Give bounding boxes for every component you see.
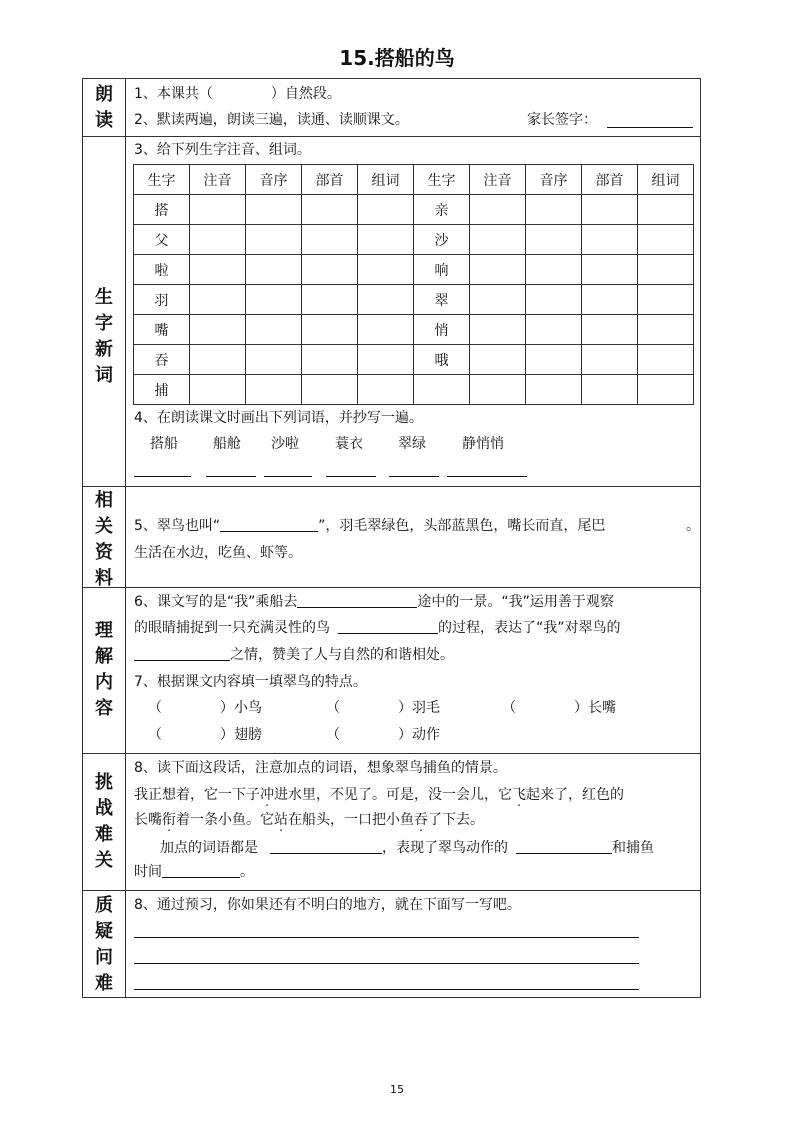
fill-blank-3[interactable]	[162, 863, 240, 878]
q7-item-text: ）翅膀	[220, 727, 262, 743]
table-header-row	[134, 165, 694, 195]
fill-text: 时间	[134, 864, 162, 880]
blank-cell[interactable]	[526, 375, 582, 405]
q4-copy-line[interactable]	[389, 476, 439, 477]
q3-text: 3、给下列生字注音、组词。	[134, 142, 311, 158]
q4-word: 搭船	[150, 436, 178, 452]
divider-5	[82, 890, 701, 891]
parent-sign-line[interactable]	[607, 127, 693, 128]
char-cell	[414, 375, 470, 405]
blank-cell[interactable]	[358, 255, 414, 285]
char-cell: 捕	[134, 375, 190, 405]
blank-cell[interactable]	[582, 345, 638, 375]
section-label-question	[86, 893, 122, 997]
q4-copy-line[interactable]	[206, 476, 256, 477]
q7-item	[326, 725, 440, 745]
blank-cell[interactable]	[190, 255, 246, 285]
char-cell: 搭	[134, 195, 190, 225]
blank-cell[interactable]	[246, 345, 302, 375]
passage-text: 我正想着，它一下子	[134, 787, 260, 803]
dotted-word: 衔	[162, 812, 176, 828]
blank-cell[interactable]	[302, 315, 358, 345]
char-cell: 嘴	[134, 315, 190, 345]
blank-cell[interactable]	[302, 195, 358, 225]
fill-text: 加点的词语都是	[160, 840, 258, 856]
q7-item	[148, 725, 262, 745]
q4-copy-line[interactable]	[447, 476, 527, 477]
char-cell: 啦	[134, 255, 190, 285]
writing-line[interactable]	[134, 937, 639, 938]
char-cell: 亲	[414, 195, 470, 225]
header-cell: 注音	[470, 165, 526, 195]
blank-cell[interactable]	[358, 315, 414, 345]
parent-sign-label: 家长签字：	[527, 112, 597, 128]
blank-cell[interactable]	[246, 285, 302, 315]
header-cell: 组词	[638, 165, 694, 195]
page-number: 15	[390, 1083, 404, 1096]
blank-cell[interactable]	[358, 225, 414, 255]
q6-blank-3[interactable]	[134, 646, 230, 661]
blank-cell[interactable]	[190, 375, 246, 405]
label-char: 挑战难关	[95, 772, 113, 871]
header-cell: 音序	[526, 165, 582, 195]
blank-cell[interactable]	[526, 225, 582, 255]
blank-cell[interactable]	[526, 255, 582, 285]
q6-part-d: 的过程，表达了“我”对翠鸟的	[438, 620, 621, 636]
q7-item-text: ）动作	[398, 727, 440, 743]
dotted-word: 吞	[414, 812, 428, 828]
divider-4	[82, 753, 701, 754]
section-label-challenge	[86, 770, 122, 874]
header-cell: 音序	[246, 165, 302, 195]
q5-part-a: 5、翠鸟也叫“	[134, 518, 221, 534]
header-cell: 注音	[190, 165, 246, 195]
q8-question-text: 8、通过预习，你如果还有不明白的地方，就在下面写一写吧。	[134, 897, 521, 913]
q7-item	[326, 698, 440, 718]
table-row	[134, 315, 694, 345]
writing-line[interactable]	[134, 989, 639, 990]
blank-cell[interactable]	[190, 315, 246, 345]
q4-word: 船舱	[213, 436, 241, 452]
blank-cell[interactable]	[470, 345, 526, 375]
char-cell: 吞	[134, 345, 190, 375]
header-cell: 生字	[134, 165, 190, 195]
passage-text: 着一条小鱼。它	[176, 812, 274, 828]
header-cell: 部首	[302, 165, 358, 195]
table-row	[134, 195, 694, 225]
q4-word: 沙啦	[271, 436, 299, 452]
divider-1	[82, 136, 701, 137]
q6-line2	[134, 618, 621, 638]
q4-word: 蓑衣	[335, 436, 363, 452]
q1-text	[134, 84, 341, 104]
char-cell: 羽	[134, 285, 190, 315]
blank-cell[interactable]	[358, 345, 414, 375]
blank-cell[interactable]	[302, 285, 358, 315]
q1-prefix: 1、本课共（	[134, 86, 213, 102]
blank-cell[interactable]	[246, 225, 302, 255]
char-cell: 父	[134, 225, 190, 255]
open-paren: （	[326, 700, 340, 716]
blank-cell[interactable]	[470, 195, 526, 225]
q4-copy-line[interactable]	[134, 476, 191, 477]
section-label-read	[86, 82, 122, 134]
blank-cell[interactable]	[470, 375, 526, 405]
label-char: 质疑问难	[95, 895, 113, 994]
passage-line-2	[134, 810, 484, 830]
blank-cell[interactable]	[526, 285, 582, 315]
blank-cell[interactable]	[358, 375, 414, 405]
blank-cell[interactable]	[526, 345, 582, 375]
passage-text: 长嘴	[134, 812, 162, 828]
q5-line2: 生活在水边，吃鱼、虾等。	[134, 545, 302, 561]
blank-cell[interactable]	[246, 195, 302, 225]
q6-blank-1[interactable]	[297, 593, 417, 608]
blank-cell[interactable]	[638, 315, 694, 345]
q6-blank-2[interactable]	[338, 619, 438, 634]
q6-part-c: 的眼睛捕捉到一只充满灵性的鸟	[134, 620, 330, 636]
open-paren: （	[148, 700, 162, 716]
blank-cell[interactable]	[582, 375, 638, 405]
open-paren: （	[148, 727, 162, 743]
q5-part-b: ”，羽毛翠绿色，头部蓝黑色，嘴长而直，尾巴	[318, 518, 606, 534]
fill-line-1	[160, 838, 654, 858]
char-cell: 悄	[414, 315, 470, 345]
blank-cell[interactable]	[638, 255, 694, 285]
fill-line-2	[134, 862, 254, 882]
label-char: 朗读	[95, 84, 113, 131]
blank-cell[interactable]	[190, 285, 246, 315]
blank-cell[interactable]	[246, 375, 302, 405]
open-paren: （	[326, 727, 340, 743]
label-char: 理解内容	[95, 620, 113, 719]
dotted-word: 飞	[512, 787, 526, 803]
blank-cell[interactable]	[582, 315, 638, 345]
blank-cell[interactable]	[470, 285, 526, 315]
q4-word: 静悄悄	[462, 436, 504, 452]
divider-3	[82, 587, 701, 588]
header-cell: 生字	[414, 165, 470, 195]
q4-text: 4、在朗读课文时画出下列词语，并抄写一遍。	[134, 410, 423, 426]
header-cell: 部首	[582, 165, 638, 195]
page-title: 15.搭船的鸟	[339, 46, 455, 70]
table-row	[134, 375, 694, 405]
fill-blank-1[interactable]	[270, 839, 382, 854]
char-table	[133, 164, 694, 405]
fill-text: 。	[240, 864, 254, 880]
label-char: 相关资料	[95, 490, 113, 589]
section-label-chars	[86, 285, 122, 389]
q6-part-e: 之情，赞美了人与自然的和谐相处。	[230, 647, 454, 663]
table-row	[134, 345, 694, 375]
q5-blank[interactable]	[220, 517, 318, 532]
blank-cell[interactable]	[358, 285, 414, 315]
header-cell: 组词	[358, 165, 414, 195]
passage-text: 起来了，红色的	[526, 787, 624, 803]
passage-text: 进水里，不见了。可是，没一会儿，它	[274, 787, 512, 803]
divider-2	[82, 486, 701, 487]
q7-item	[148, 698, 262, 718]
dotted-word: 冲	[260, 787, 274, 803]
q6-line3	[134, 645, 454, 665]
blank-cell[interactable]	[638, 195, 694, 225]
blank-cell[interactable]	[638, 225, 694, 255]
char-cell: 沙	[414, 225, 470, 255]
char-cell: 响	[414, 255, 470, 285]
q7-item-text: ）长嘴	[574, 700, 616, 716]
blank-cell[interactable]	[302, 345, 358, 375]
q5-end: 。	[686, 518, 700, 534]
fill-text: 和捕鱼	[612, 840, 654, 856]
blank-cell[interactable]	[582, 285, 638, 315]
blank-cell[interactable]	[246, 255, 302, 285]
blank-cell[interactable]	[470, 315, 526, 345]
q8-challenge-text: 8、读下面这段话，注意加点的词语，想象翠鸟捕鱼的情景。	[134, 760, 507, 776]
blank-cell[interactable]	[470, 255, 526, 285]
q7-text: 7、根据课文内容填一填翠鸟的特点。	[134, 674, 367, 690]
q7-item	[502, 698, 616, 718]
blank-cell[interactable]	[638, 345, 694, 375]
open-paren: （	[502, 700, 516, 716]
q1-suffix: ）自然段。	[270, 86, 341, 102]
q4-copy-line[interactable]	[326, 476, 376, 477]
label-column-divider	[125, 78, 126, 998]
blank-cell[interactable]	[246, 315, 302, 345]
writing-line[interactable]	[134, 963, 639, 964]
blank-cell[interactable]	[582, 195, 638, 225]
q4-copy-line[interactable]	[264, 476, 312, 477]
q6-part-a: 6、课文写的是“我”乘船去	[134, 594, 298, 610]
table-row	[134, 285, 694, 315]
q6-part-b: 途中的一景。“我”运用善于观察	[417, 594, 614, 610]
table-row	[134, 255, 694, 285]
q7-item-text: ）羽毛	[398, 700, 440, 716]
table-row	[134, 225, 694, 255]
blank-cell[interactable]	[190, 345, 246, 375]
q7-item-text: ）小鸟	[220, 700, 262, 716]
passage-line-1	[134, 785, 624, 805]
blank-cell[interactable]	[302, 375, 358, 405]
blank-cell[interactable]	[358, 195, 414, 225]
section-label-info	[86, 488, 122, 592]
fill-text: ，表现了翠鸟动作的	[382, 840, 508, 856]
blank-cell[interactable]	[302, 255, 358, 285]
blank-cell[interactable]	[582, 225, 638, 255]
char-cell: 哦	[414, 345, 470, 375]
q6-line1	[134, 592, 614, 612]
q5-line1	[134, 516, 605, 536]
blank-cell[interactable]	[470, 225, 526, 255]
blank-cell[interactable]	[526, 315, 582, 345]
passage-text: 了下去。	[428, 812, 484, 828]
passage-text: 在船头，一口把小鱼	[288, 812, 414, 828]
q4-word: 翠绿	[398, 436, 426, 452]
blank-cell[interactable]	[190, 195, 246, 225]
blank-cell[interactable]	[638, 285, 694, 315]
blank-cell[interactable]	[302, 225, 358, 255]
blank-cell[interactable]	[582, 255, 638, 285]
blank-cell[interactable]	[190, 225, 246, 255]
blank-cell[interactable]	[526, 195, 582, 225]
char-cell: 翠	[414, 285, 470, 315]
q2-text: 2、默读两遍，朗读三遍，读通、读顺课文。	[134, 112, 409, 128]
dotted-word: 站	[274, 812, 288, 828]
fill-blank-2[interactable]	[516, 839, 612, 854]
label-char: 生字新词	[95, 287, 113, 386]
section-label-understand	[86, 618, 122, 722]
blank-cell[interactable]	[638, 375, 694, 405]
